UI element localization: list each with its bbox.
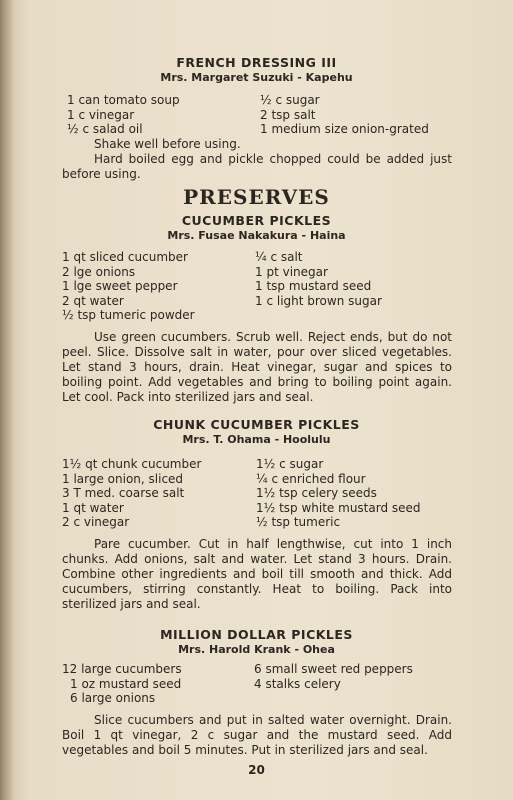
recipe-author: Mrs. Fusae Nakakura - Haina: [167, 229, 346, 242]
recipe-author: Mrs. Harold Krank - Ohea: [178, 643, 335, 656]
recipe-method: [62, 330, 452, 405]
ingredient: ½ tsp tumeric powder: [62, 308, 195, 322]
ingredient: 1½ c sugar: [256, 457, 324, 471]
ingredient: 1 large onion, sliced: [62, 471, 184, 486]
page-binding-shadow: [0, 0, 14, 800]
recipe-method: [62, 137, 452, 182]
ingredient: ½ c salad oil: [67, 122, 143, 136]
section-heading-block: [0, 185, 513, 209]
ingredient: 1½ qt chunk cucumber: [62, 457, 202, 471]
ingredient: 2 tsp salt: [260, 107, 316, 122]
ingredient: 1 qt sliced cucumber: [62, 250, 188, 264]
method-paragraph: Slice cucumbers and put in salted water overnight. Drain. Boil 1 qt vinegar, 2 c sugar and the mustard seed. Add vegetables and boil 5 minutes. Put in sterilized jars and seal.: [62, 713, 452, 757]
ingredient: 2 qt water: [62, 293, 124, 308]
ingredient: 1 c vinegar: [67, 107, 135, 122]
ingredient: 12 large cucumbers: [62, 662, 182, 676]
recipe-french-dressing: [0, 55, 513, 84]
recipe-title: CHUNK CUCUMBER PICKLES: [153, 417, 360, 432]
method-paragraph: Use green cucumbers. Scrub well. Reject ends, but do not peel. Slice. Dissolve salt in water, pour over sliced vegetables. Let stand 3 hours, drain. Heat vinegar, sugar and spices to boiling point. Add vegetables and bring to boiling point again. Let cool. Pack into sterilized jars and seal.: [62, 330, 452, 404]
ingredient: 1 medium size onion-grated: [260, 122, 429, 136]
recipe-million-dollar-pickles: [0, 627, 513, 656]
ingredients-right: [254, 662, 413, 691]
ingredient: 2 lge onions: [62, 264, 136, 279]
page-number: 20: [248, 763, 265, 777]
ingredient: 1½ tsp white mustard seed: [256, 500, 421, 515]
ingredient: ½ tsp tumeric: [256, 515, 341, 529]
method-paragraph: Pare cucumber. Cut in half lengthwise, cut into 1 inch chunks. Add onions, salt and water. Let stand 3 hours. Drain. Combine other ingredients and boil till smooth and thick. Add cucumbers, stirring constantly. Heat to boiling. Pack into sterilized jars and seal.: [62, 537, 452, 611]
method-paragraph: Hard boiled egg and pickle chopped could be added just before using.: [62, 152, 452, 181]
recipe-author: Mrs. T. Ohama - Hoolulu: [182, 433, 331, 446]
ingredient: ½ c sugar: [260, 93, 320, 107]
ingredient: 3 T med. coarse salt: [62, 486, 185, 500]
recipe-title: CUCUMBER PICKLES: [181, 213, 332, 228]
ingredient: 1 pt vinegar: [255, 264, 328, 279]
ingredient: ¼ c salt: [255, 250, 303, 264]
recipe-method: [62, 713, 452, 758]
ingredient: 2 c vinegar: [62, 515, 130, 529]
ingredients-right: [255, 250, 382, 308]
ingredient: 6 large onions: [70, 691, 156, 705]
ingredient: 1 c light brown sugar: [255, 293, 382, 308]
ingredient: 4 stalks celery: [254, 676, 341, 691]
section-heading: PRESERVES: [183, 185, 330, 209]
ingredients-left: [62, 662, 182, 706]
ingredient: 1 oz mustard seed: [70, 676, 182, 691]
ingredients-left: [62, 457, 201, 530]
ingredient: 1 qt water: [62, 500, 124, 515]
recipe-method: [62, 537, 452, 612]
recipe-author: Mrs. Margaret Suzuki - Kapehu: [160, 71, 353, 84]
ingredient: 1½ tsp celery seeds: [256, 486, 377, 500]
ingredients-left: [67, 93, 180, 137]
ingredients-right: [256, 457, 421, 530]
recipe-title: FRENCH DRESSING III: [176, 55, 337, 70]
ingredients-right: [260, 93, 429, 137]
recipe-chunk-cucumber-pickles: [0, 417, 513, 446]
ingredient: ¼ c enriched flour: [256, 471, 366, 486]
recipe-cucumber-pickles: [0, 213, 513, 242]
ingredient: 1 can tomato soup: [67, 93, 180, 107]
ingredient: 1 lge sweet pepper: [62, 279, 178, 293]
recipe-title: MILLION DOLLAR PICKLES: [160, 627, 353, 642]
method-paragraph: Shake well before using.: [94, 137, 241, 151]
ingredient: 1 tsp mustard seed: [255, 279, 372, 293]
ingredients-left: [62, 250, 195, 323]
ingredient: 6 small sweet red peppers: [254, 662, 413, 676]
